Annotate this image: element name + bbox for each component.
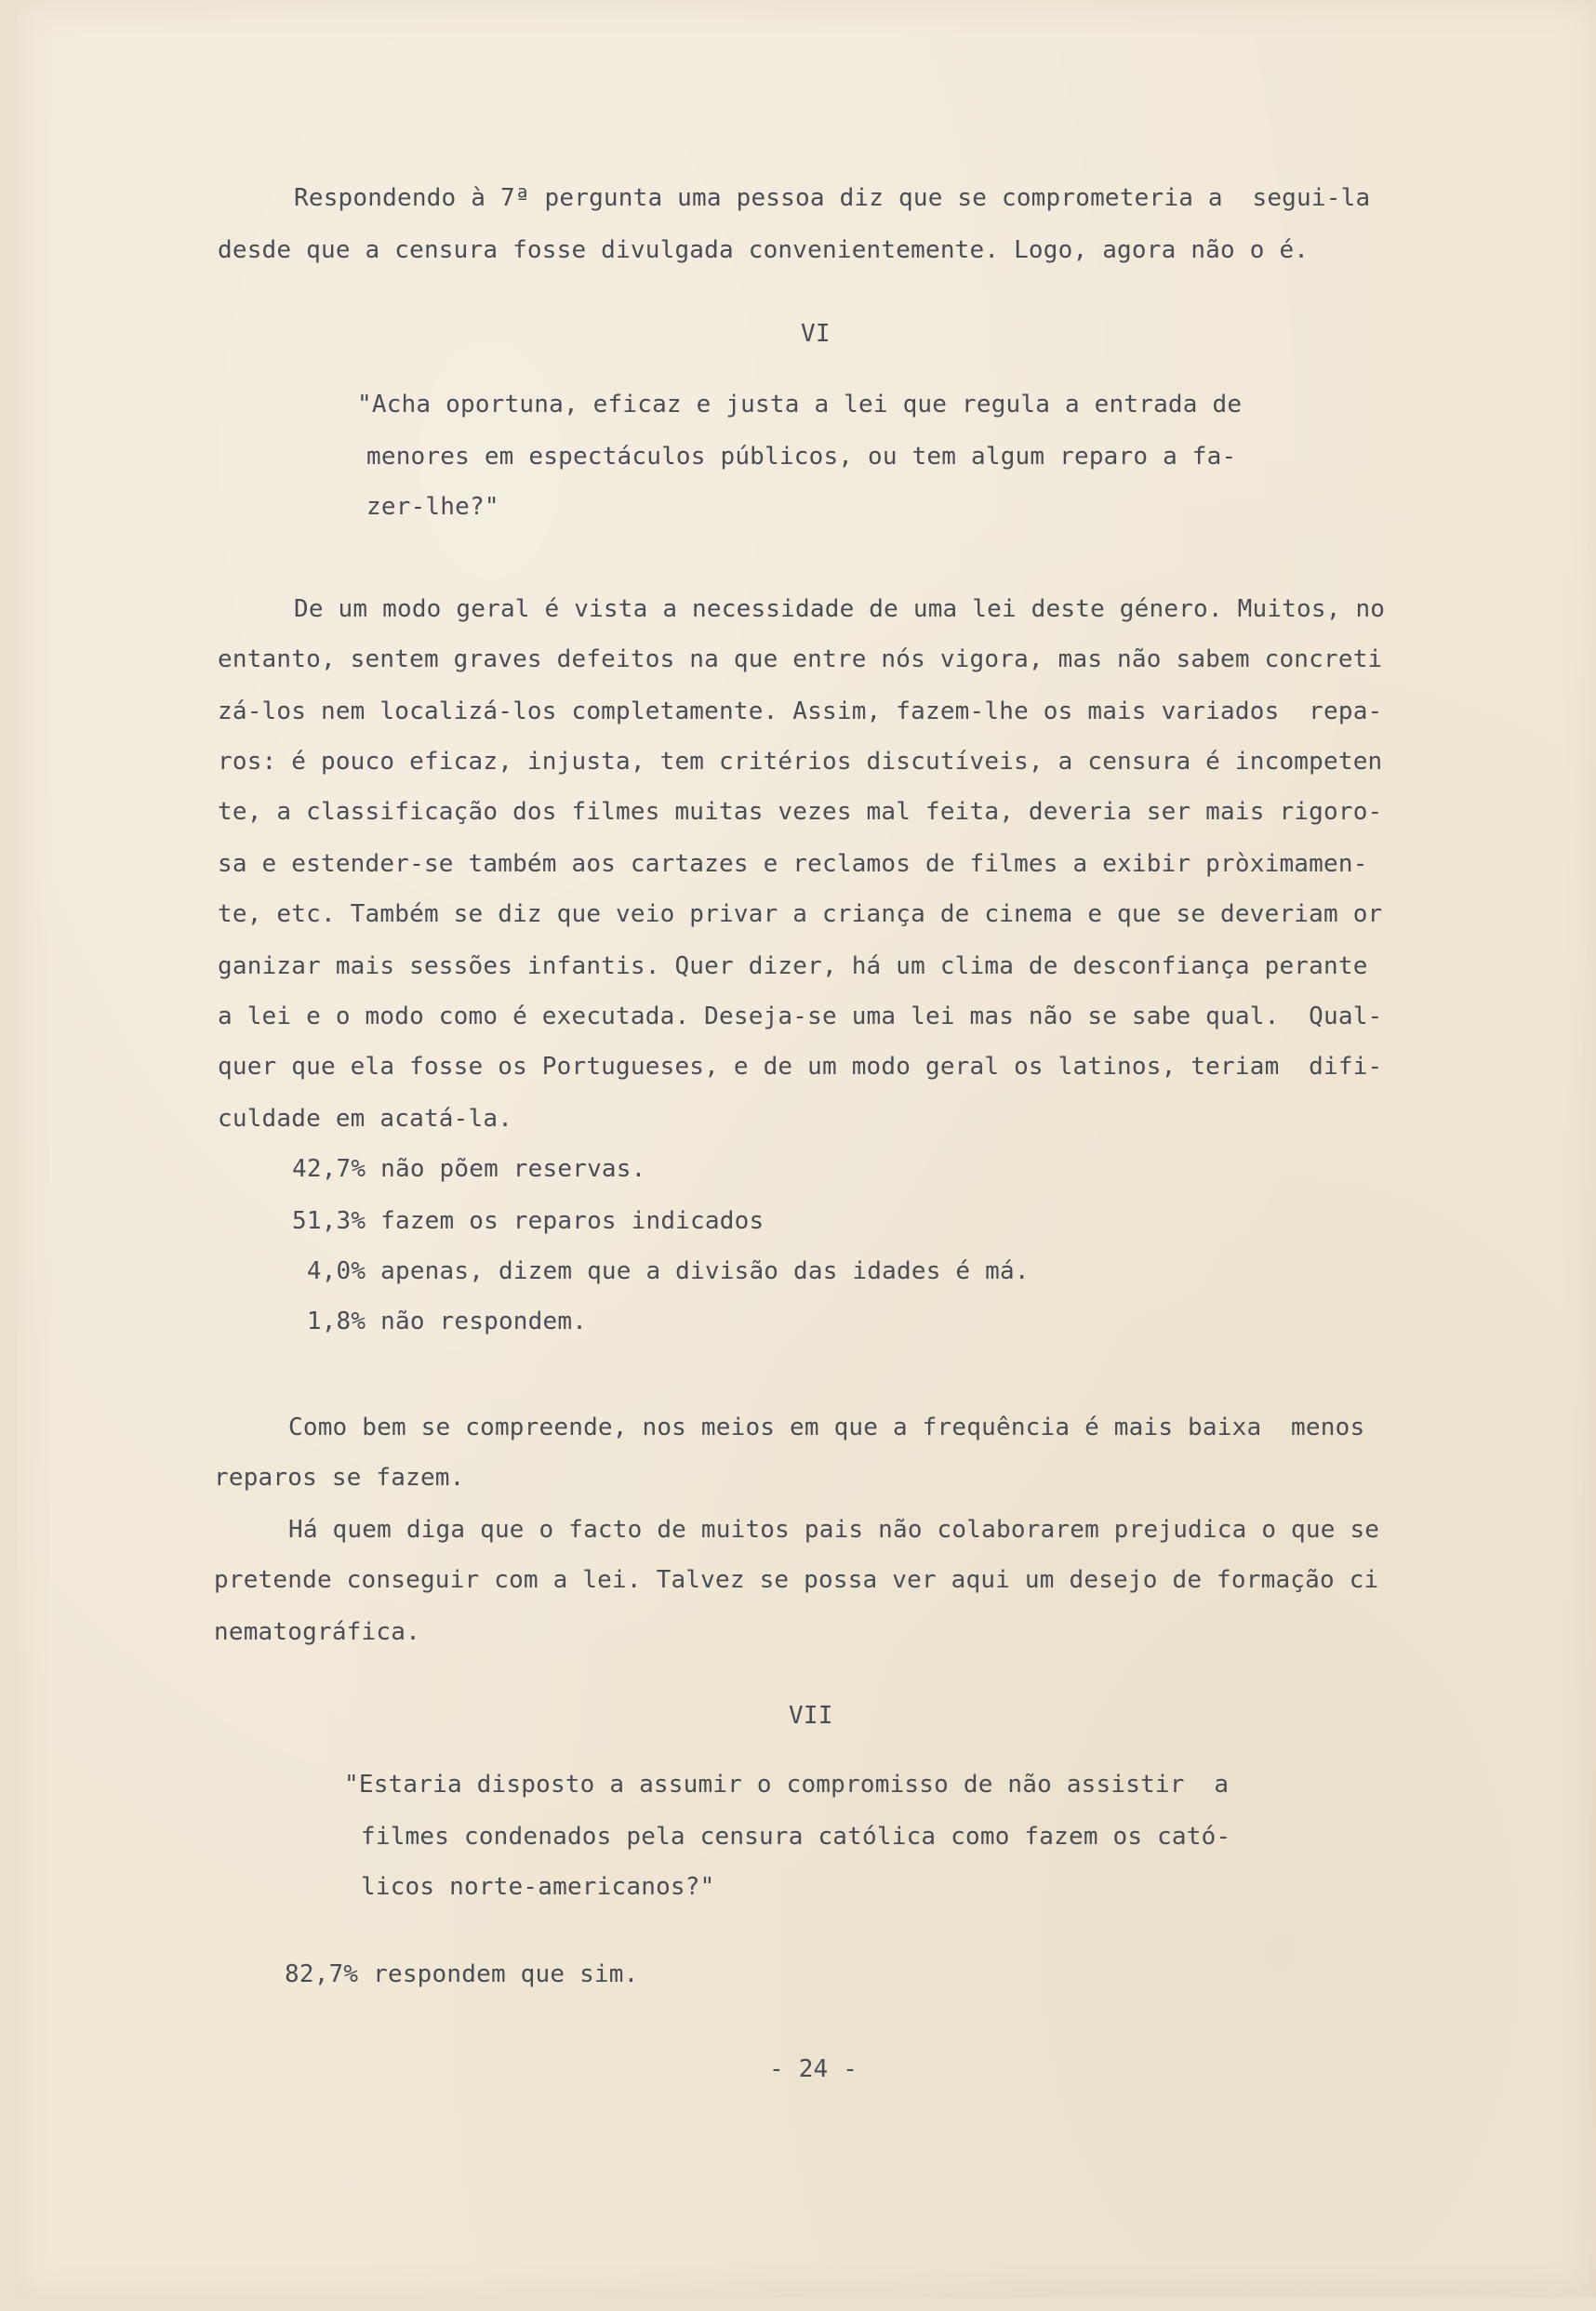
paragraph-line: zá-los nem localizá-los completamente. Assim, fazem-lhe os mais variados repa- [218, 697, 1383, 725]
question-line: zer-lhe?" [366, 493, 499, 521]
paragraph-line: Como bem se compreende, nos meios em que a frequência é mais baixa menos [288, 1414, 1365, 1441]
paragraph-line: quer que ela fosse os Portugueses, e de um modo geral os latinos, teriam difi- [218, 1053, 1383, 1081]
answer-line: 82,7% respondem que sim. [285, 1960, 639, 1988]
paragraph-line: te, a classificação dos filmes muitas vezes mal feita, deveria ser mais rigoro- [218, 798, 1383, 826]
paragraph-line: entanto, sentem graves defeitos na que entre nós vigora, mas não sabem concreti [218, 645, 1383, 673]
statistic-line: 1,8% não respondem. [292, 1308, 588, 1335]
paragraph-line: desde que a censura fosse divulgada convenientemente. Logo, agora não o é. [218, 236, 1310, 264]
page-number: - 24 - [769, 2055, 858, 2083]
question-line: filmes condenados pela censura católica como fazem os cató- [361, 1823, 1231, 1851]
section-heading: VII [789, 1702, 833, 1730]
paragraph-line: culdade em acatá-la. [218, 1105, 513, 1133]
question-line: menores em espectáculos públicos, ou tem algum reparo a fa- [366, 443, 1237, 471]
paragraph-line: Há quem diga que o facto de muitos pais não colaborarem prejudica o que se [288, 1516, 1380, 1544]
paragraph-line: a lei e o modo como é executada. Deseja-se uma lei mas não se sabe qual. Qual- [218, 1003, 1383, 1030]
statistic-line: 42,7% não põem reservas. [292, 1155, 646, 1183]
question-line: licos norte-americanos?" [361, 1873, 715, 1901]
paragraph-line: ganizar mais sessões infantis. Quer dizer, há um clima de desconfiança perante [218, 952, 1368, 980]
paragraph-line: ros: é pouco eficaz, injusta, tem critérios discutíveis, a censura é incompeten [218, 748, 1383, 776]
statistic-line: 51,3% fazem os reparos indicados [292, 1207, 765, 1235]
paragraph-line: Respondendo à 7ª pergunta uma pessoa diz que se comprometeria a segui-la [294, 184, 1371, 212]
section-heading: VI [801, 320, 831, 348]
question-line: "Acha oportuna, eficaz e justa a lei que regula a entrada de [357, 391, 1243, 418]
question-line: "Estaria disposto a assumir o compromisso de não assistir a [344, 1771, 1230, 1799]
paragraph-line: reparos se fazem. [214, 1464, 465, 1492]
paragraph-line: te, etc. Também se diz que veio privar a criança de cinema e que se deveriam or [218, 900, 1383, 928]
paragraph-line: pretende conseguir com a lei. Talvez se possa ver aqui um desejo de formação ci [214, 1566, 1379, 1594]
paragraph-line: De um modo geral é vista a necessidade de uma lei deste género. Muitos, no [294, 595, 1386, 623]
statistic-line: 4,0% apenas, dizem que a divisão das idades é má. [292, 1257, 1030, 1285]
paragraph-line: sa e estender-se também aos cartazes e reclamos de filmes a exibir pròximamen- [218, 850, 1368, 878]
paragraph-line: nematográfica. [214, 1618, 420, 1646]
